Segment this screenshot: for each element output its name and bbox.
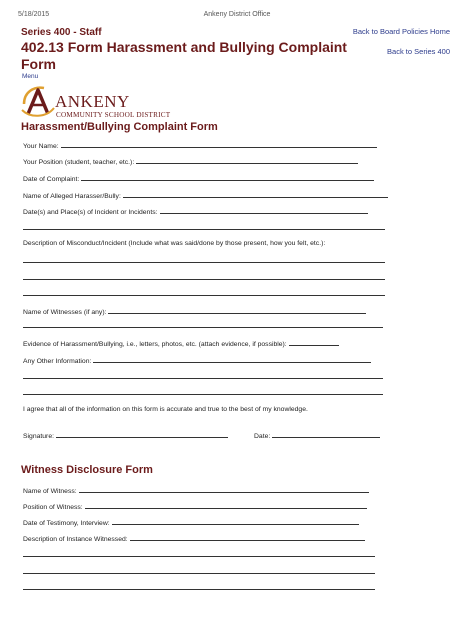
your-name-label: Your Name:	[23, 143, 59, 150]
dates-places-line-2[interactable]	[23, 229, 385, 230]
instance-description-label: Description of Instance Witnessed:	[23, 536, 128, 543]
other-info-field[interactable]	[23, 356, 371, 365]
witnesses-line-2[interactable]	[23, 327, 383, 328]
witness-position-label: Position of Witness:	[23, 504, 83, 511]
signature-date-label: Date:	[254, 433, 271, 440]
back-to-board-policies-link[interactable]: Back to Board Policies Home	[352, 27, 450, 36]
witness-form-heading: Witness Disclosure Form	[21, 464, 153, 476]
witnesses-field[interactable]	[23, 307, 366, 316]
site-name: Ankeny District Office	[203, 11, 271, 18]
position-label: Your Position (student, teacher, etc.):	[23, 159, 135, 166]
harasser-label: Name of Alleged Harasser/Bully:	[23, 193, 121, 200]
your-name-field[interactable]	[23, 141, 377, 150]
date-of-complaint-field[interactable]	[23, 174, 374, 183]
series-label: Series 400 - Staff	[21, 27, 102, 38]
witnesses-label: Name of Witnesses (if any):	[23, 309, 107, 316]
description-line-1[interactable]	[23, 262, 385, 263]
district-logo	[20, 84, 190, 122]
description-line-2[interactable]	[23, 279, 385, 280]
instance-description-field[interactable]	[23, 534, 365, 543]
witness-name-label: Name of Witness:	[23, 488, 77, 495]
instance-line-4[interactable]	[23, 589, 375, 590]
description-line-3[interactable]	[23, 295, 385, 296]
logo-subtitle: COMMUNITY SCHOOL DISTRICT	[56, 111, 171, 119]
signature-label: Signature:	[23, 433, 54, 440]
other-info-line-3[interactable]	[23, 394, 383, 395]
harasser-field[interactable]	[23, 191, 388, 200]
testimony-date-field[interactable]	[23, 518, 359, 527]
back-to-series-link[interactable]: Back to Series 400	[387, 47, 450, 56]
evidence-label: Evidence of Harassment/Bullying, i.e., letters, photos, etc. (attach evidence, if possible):	[23, 341, 287, 348]
testimony-date-label: Date of Testimony, Interview:	[23, 520, 110, 527]
position-field[interactable]	[23, 157, 358, 166]
ankeny-logo-icon	[20, 84, 56, 120]
instance-line-2[interactable]	[23, 556, 375, 557]
dates-places-label: Date(s) and Place(s) of Incident or Incidents:	[23, 209, 158, 216]
agreement-statement: I agree that all of the information on this form is accurate and true to the best of my knowledge.	[23, 406, 308, 413]
evidence-field[interactable]	[23, 339, 339, 348]
instance-line-3[interactable]	[23, 573, 375, 574]
witness-name-field[interactable]	[23, 486, 369, 495]
print-date: 5/18/2015	[18, 11, 50, 18]
other-info-line-2[interactable]	[23, 378, 383, 379]
complaint-form-heading: Harassment/Bullying Complaint Form	[21, 121, 218, 133]
page-title: 402.13 Form Harassment and Bullying Complaint Form	[21, 39, 347, 72]
menu-link[interactable]: Menu	[22, 73, 39, 80]
other-info-label: Any Other Information:	[23, 358, 92, 365]
witness-position-field[interactable]	[23, 502, 367, 511]
logo-name: ANKENY	[55, 92, 130, 111]
signature-field[interactable]	[23, 431, 228, 440]
signature-date-field[interactable]	[254, 431, 380, 440]
dates-places-field[interactable]	[23, 207, 368, 216]
date-of-complaint-label: Date of Complaint:	[23, 176, 80, 183]
description-label: Description of Misconduct/Incident (Include what was said/done by those present, how you felt, etc.):	[23, 240, 326, 247]
